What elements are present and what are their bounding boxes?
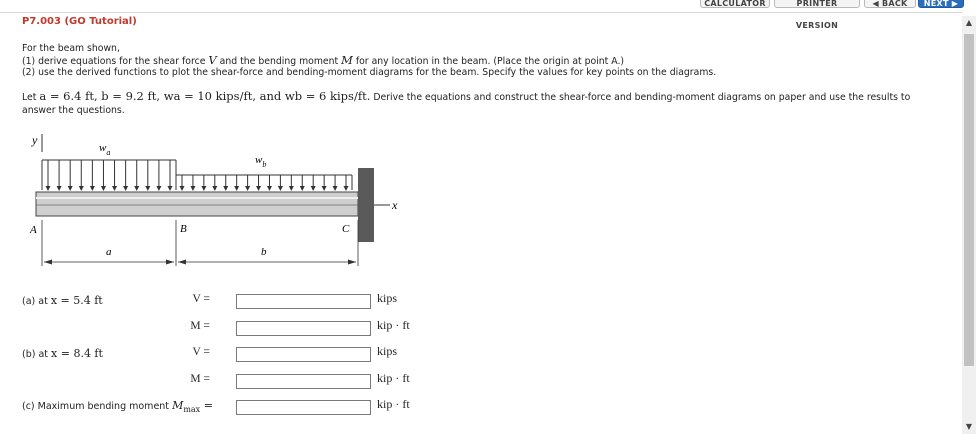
load-arrow-head	[168, 186, 173, 191]
load-arrow-head	[201, 186, 206, 191]
answer-b-moment-input[interactable]	[236, 374, 371, 389]
point-a-label: A	[30, 224, 37, 236]
printer-version-button[interactable]: PRINTER VERSION	[774, 0, 860, 8]
point-b-label: B	[180, 223, 187, 235]
load-arrow-head	[101, 186, 106, 191]
wb-load-arrows	[180, 175, 349, 191]
load-arrow-head	[212, 186, 217, 191]
load-arrow-head	[267, 186, 272, 191]
load-arrow-head	[344, 186, 349, 191]
answer-a-shear-input[interactable]	[236, 294, 371, 309]
beam	[36, 192, 358, 216]
load-arrow-head	[134, 186, 139, 191]
load-arrow-head	[322, 186, 327, 191]
load-arrow-head	[223, 186, 228, 191]
given-values-expression: a = 6.4 ft, b = 9.2 ft, wa = 10 kips/ft, and wb = 6 kips/ft.	[39, 89, 371, 103]
load-arrow-head	[68, 186, 73, 191]
question-c-label: (c) Maximum bending moment $M_{max}$ =	[22, 399, 213, 414]
instruction-line-3: (2) use the derived functions to plot the shear-force and bending-moment diagrams for the beam. Specify the values for key points on the diagrams.	[22, 67, 717, 78]
load-arrow-head	[156, 186, 161, 191]
dimension-b-arrow-left	[178, 260, 186, 265]
question-a-label: (a) at x = 5.4 ft	[22, 294, 103, 307]
instruction-line-1: For the beam shown,	[22, 43, 120, 54]
load-arrow-head	[145, 186, 150, 191]
load-arrow-head	[190, 186, 195, 191]
y-axis-label: y	[32, 133, 38, 147]
load-arrow-head	[256, 186, 261, 191]
point-c-label: C	[342, 223, 350, 235]
wa-load-arrows	[46, 160, 173, 191]
back-button[interactable]: ◀ BACK	[864, 0, 916, 8]
load-arrow-head	[123, 186, 128, 191]
dimension-b-label: b	[261, 246, 267, 258]
question-a-v-label: V =	[192, 293, 210, 305]
dimension-a-arrow-right	[166, 260, 174, 265]
load-arrow-head	[333, 186, 338, 191]
load-arrow-head	[289, 186, 294, 191]
scrollbar-thumb[interactable]	[964, 34, 974, 366]
instruction-line-2: (1) derive equations for the shear force V and the bending moment M for any location in the beam. (Place the origin at point A.)	[22, 52, 625, 67]
load-arrow-head	[311, 186, 316, 191]
next-button[interactable]: NEXT ▶	[918, 0, 964, 8]
load-arrow-head	[46, 186, 51, 191]
answer-c-max-moment-unit: kip · ft	[377, 397, 410, 411]
problem-title: P7.003 (GO Tutorial)	[22, 16, 137, 27]
answer-b-shear-unit: kips	[377, 344, 398, 358]
load-arrow-head	[300, 186, 305, 191]
load-arrow-head	[245, 186, 250, 191]
dimension-a-arrow-left	[44, 260, 52, 265]
answer-c-max-moment-input[interactable]	[236, 400, 371, 415]
load-arrow-head	[57, 186, 62, 191]
answer-b-moment-unit: kip · ft	[377, 371, 410, 385]
answer-a-moment-input[interactable]	[236, 321, 371, 336]
question-b-m-label: M =	[190, 373, 210, 385]
dimension-a-label: a	[106, 246, 112, 258]
answer-a-shear-unit: kips	[377, 291, 398, 305]
answer-b-shear-input[interactable]	[236, 347, 371, 362]
distributed-load-wa	[42, 160, 176, 190]
load-arrow-head	[278, 186, 283, 191]
scroll-up-icon[interactable]: ▲	[965, 18, 973, 27]
given-values: Let a = 6.4 ft, b = 9.2 ft, wa = 10 kips/ft, and wb = 6 kips/ft. Derive the equations and construct the shear-force and bending-moment diagrams on paper and use the results to answer the questions.	[22, 89, 911, 116]
scroll-down-icon[interactable]: ▼	[965, 422, 973, 431]
load-arrow-head	[90, 186, 95, 191]
x-axis-label: x	[392, 198, 398, 212]
wb-label: $w_b$	[255, 154, 267, 169]
question-b-label: (b) at x = 8.4 ft	[22, 347, 103, 360]
load-arrow-head	[180, 186, 185, 191]
question-b-v-label: V =	[192, 346, 210, 358]
load-arrow-head	[112, 186, 117, 191]
question-a-m-label: M =	[190, 320, 210, 332]
answer-a-moment-unit: kip · ft	[377, 318, 410, 332]
load-arrow-head	[79, 186, 84, 191]
dimension-b-arrow-right	[348, 260, 356, 265]
fixed-wall	[358, 168, 374, 242]
calculator-button[interactable]: CALCULATOR	[700, 0, 770, 8]
load-arrow-head	[234, 186, 239, 191]
wa-label: $w_a$	[99, 142, 111, 157]
